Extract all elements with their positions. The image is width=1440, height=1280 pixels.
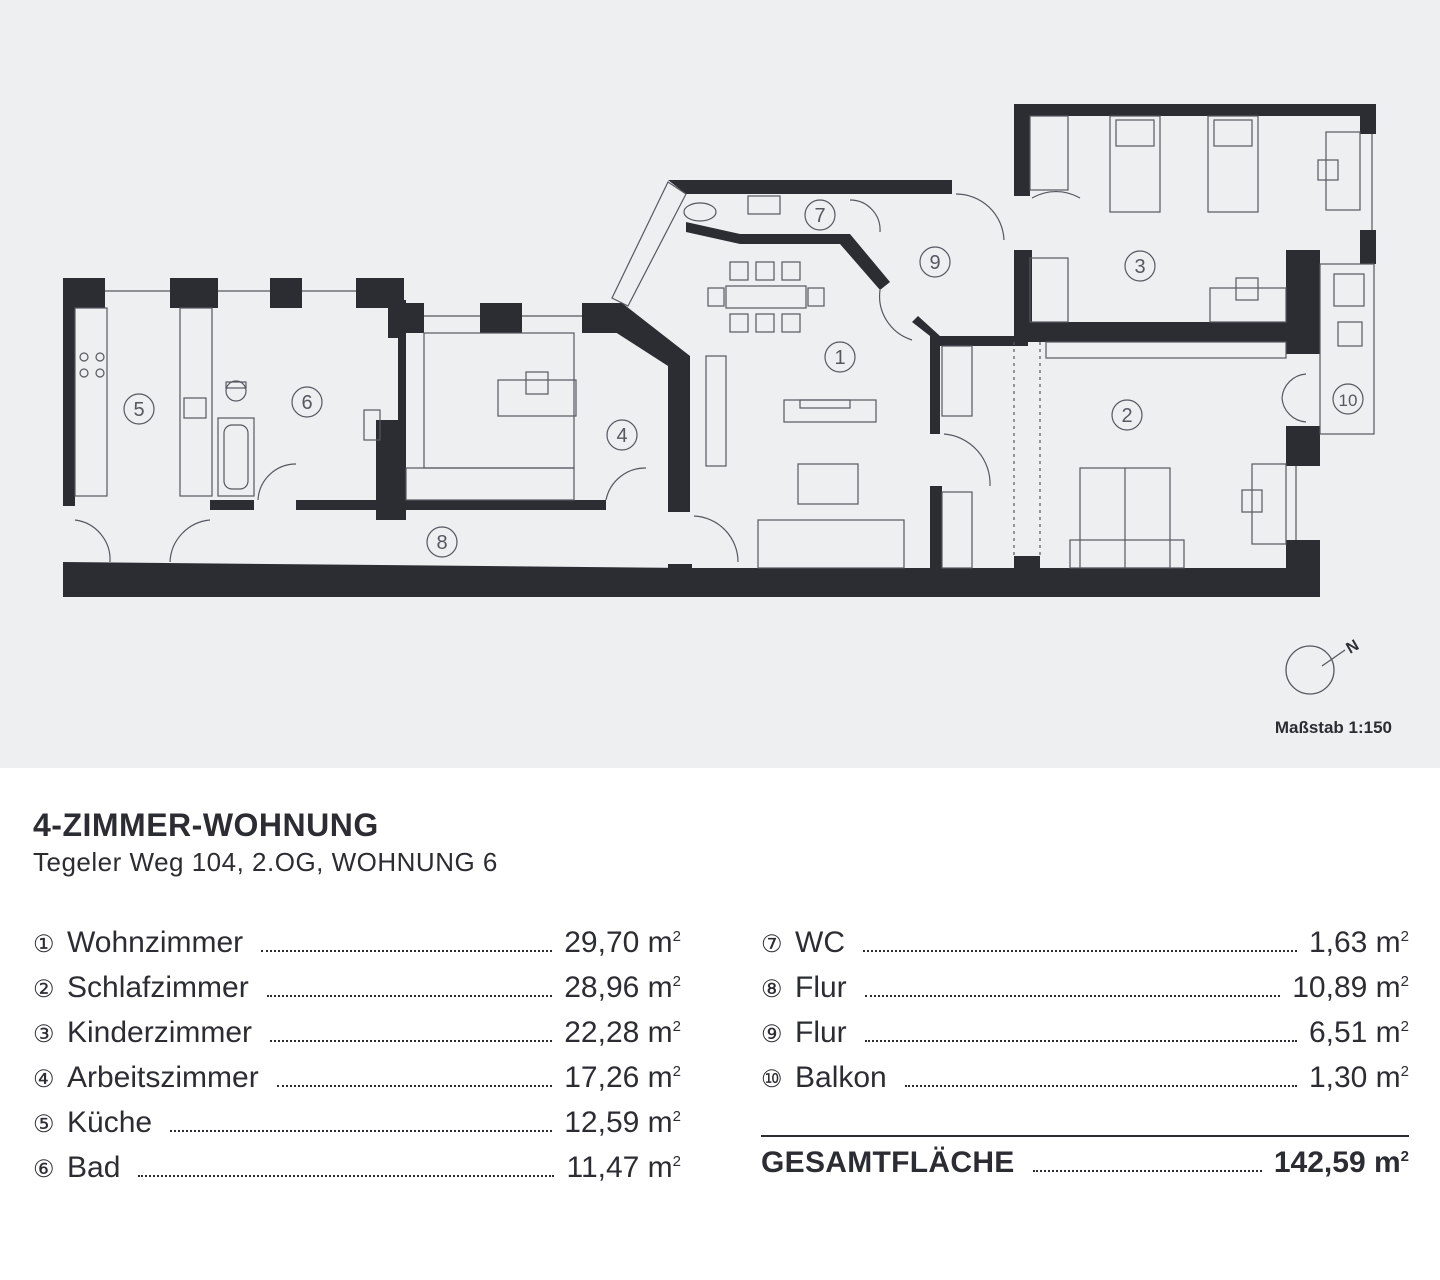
- marker-2: 2: [1121, 405, 1133, 427]
- total-divider: [761, 1135, 1409, 1137]
- room-area: 22,28 $m^2$: [564, 1016, 681, 1049]
- room-name: Balkon: [795, 1061, 887, 1094]
- room-number: ⑨: [761, 1021, 783, 1048]
- room-name: WC: [795, 926, 845, 959]
- room-area: 1,30 $m^2$: [1308, 1061, 1409, 1094]
- room-number: ④: [33, 1066, 55, 1093]
- room-row: [33, 926, 681, 971]
- dot-leader: [261, 950, 552, 952]
- room-row: [33, 1016, 681, 1061]
- scale-label: Maßstab 1:150: [1274, 718, 1392, 737]
- marker-1: 1: [834, 347, 846, 369]
- room-number: ①: [33, 931, 55, 958]
- marker-7: 7: [814, 205, 826, 227]
- marker-10: 10: [1338, 391, 1358, 410]
- total-area: 142,59 $m^2$: [1273, 1146, 1409, 1179]
- compass-icon: [1286, 637, 1362, 694]
- room-row: [761, 1016, 1409, 1061]
- room-list-left: [33, 926, 681, 1196]
- room-row: [33, 971, 681, 1016]
- marker-8: 8: [436, 532, 448, 554]
- room-row: [761, 926, 1409, 971]
- room-area: 1,63 $m^2$: [1308, 926, 1409, 959]
- room-number: ⑥: [33, 1156, 55, 1183]
- dot-leader: [138, 1175, 554, 1177]
- dot-leader: [1033, 1170, 1262, 1172]
- room-row: [33, 1061, 681, 1106]
- marker-4: 4: [616, 425, 628, 447]
- total-label: GESAMTFLÄCHE: [761, 1146, 1015, 1179]
- dot-leader: [863, 950, 1297, 952]
- dot-leader: [270, 1040, 552, 1042]
- room-row: [33, 1106, 681, 1151]
- total-row: [761, 1146, 1409, 1191]
- walls: [63, 104, 1376, 597]
- room-name: Flur: [795, 971, 847, 1004]
- address-subtitle: Tegeler Weg 104, 2.OG, WOHNUNG 6: [33, 847, 498, 877]
- marker-5: 5: [133, 399, 145, 421]
- room-name: Arbeitszimmer: [67, 1061, 259, 1094]
- room-name: Kinderzimmer: [67, 1016, 253, 1049]
- room-list-right: [761, 926, 1409, 1106]
- room-name: Bad: [67, 1151, 121, 1184]
- room-area: 11,47 $m^2$: [566, 1151, 681, 1184]
- room-number: ②: [33, 976, 55, 1003]
- dot-leader: [905, 1085, 1297, 1087]
- dot-leader: [170, 1130, 552, 1132]
- room-name: Wohnzimmer: [67, 926, 244, 959]
- room-row: [33, 1151, 681, 1196]
- north-label: N: [1343, 636, 1363, 658]
- room-number: ⑩: [761, 1066, 783, 1093]
- room-name: Flur: [795, 1016, 847, 1049]
- room-row: [761, 1061, 1409, 1106]
- room-area: 10,89 $m^2$: [1292, 971, 1409, 1004]
- room-number: ③: [33, 1021, 55, 1048]
- marker-3: 3: [1134, 256, 1146, 278]
- room-name: Schlafzimmer: [67, 971, 249, 1004]
- marker-9: 9: [929, 252, 941, 274]
- room-name: Küche: [67, 1106, 153, 1139]
- dot-leader: [277, 1085, 553, 1087]
- marker-6: 6: [301, 392, 313, 414]
- room-area: 6,51 $m^2$: [1308, 1016, 1409, 1049]
- room-area: 12,59 $m^2$: [564, 1106, 681, 1139]
- page-title: 4-ZIMMER-WOHNUNG: [33, 807, 379, 843]
- room-number: ⑦: [761, 931, 783, 958]
- room-number: ⑤: [33, 1111, 55, 1138]
- room-row: [761, 971, 1409, 1016]
- room-area: 17,26 $m^2$: [564, 1061, 681, 1094]
- room-area: 28,96 $m^2$: [564, 971, 681, 1004]
- dot-leader: [267, 995, 553, 997]
- dot-leader: [865, 995, 1281, 997]
- room-number: ⑧: [761, 976, 783, 1003]
- room-area: 29,70 $m^2$: [564, 926, 681, 959]
- dot-leader: [865, 1040, 1297, 1042]
